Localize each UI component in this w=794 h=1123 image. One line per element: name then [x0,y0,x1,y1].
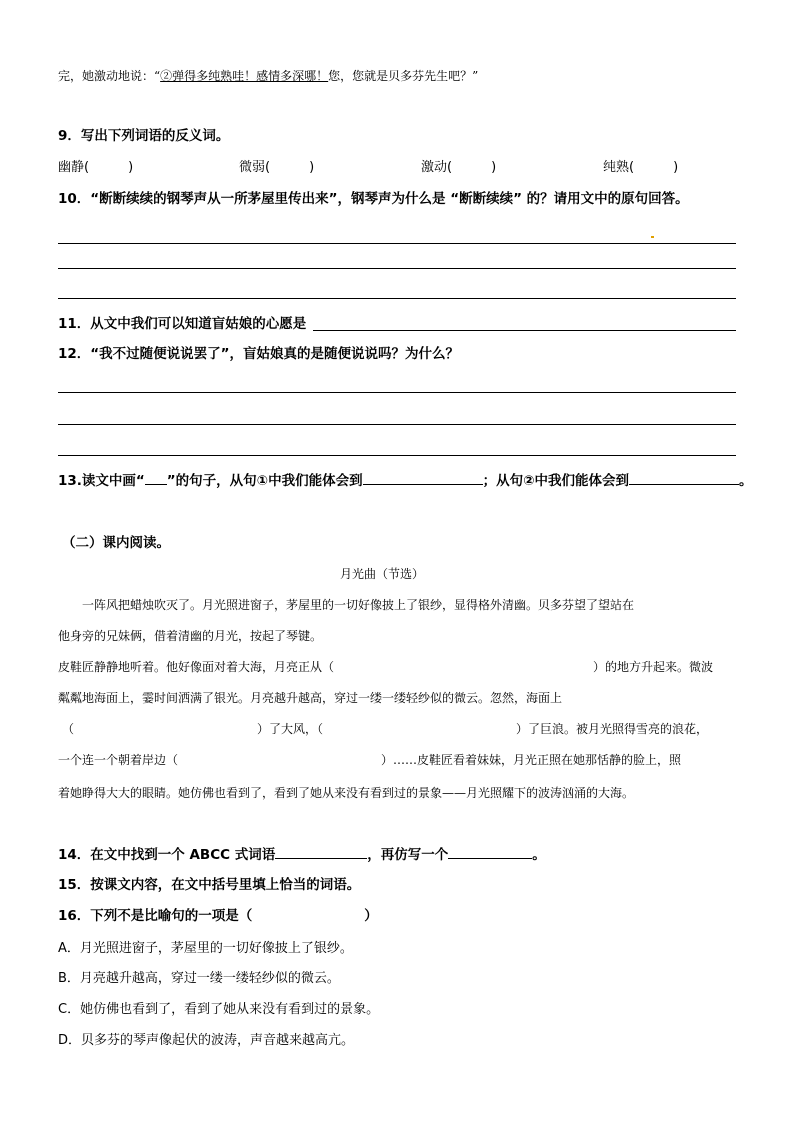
passage-line: 他身旁的兄妹俩，借着清幽的月光，按起了琴键。 [58,629,323,643]
passage-line: 着她睁得大大的眼睛。她仿佛也看到了，看到了她从来没有看到过的景象——月光照耀下的波涛汹涌的大海。 [58,786,635,800]
q14: 14．在文中找到一个 ABCC 式词语 ，再仿写一个 。 [58,847,546,863]
q15-title: 15．按课文内容，在文中括号里填上恰当的词语。 [58,877,361,893]
passage-line: 一阵风把蜡烛吹灭了。月光照进窗子，茅屋里的一切好像披上了银纱，显得格外清幽。贝多芬望了望站在 [58,598,635,612]
q16-title: 16．下列不是比喻句的一项是（ ） [58,908,378,924]
passage-line: 粼粼地海面上，霎时间洒满了银光。月亮越升越高，穿过一缕一缕轻纱似的微云。忽然，海面上 [58,691,563,705]
passage-line: 一个连一个朝着岸边（ [58,753,179,767]
q16-option-d: D．贝多芬的琴声像起伏的波涛，声音越来越高亢。 [58,1033,355,1048]
passage-line: ）的地方升起来。微波 [593,660,714,674]
passage-title: 月光曲（节选） [340,567,425,581]
q16-option-b: B．月亮越升越高，穿过一缕一缕轻纱似的微云。 [58,971,340,986]
answer-line[interactable] [58,268,736,269]
q10-title: 10．“断断续续的钢琴声从一所茅屋里传出来”，钢琴声为什么是 “断断续续” 的？请用文中的原句回答。 [58,191,689,207]
answer-line[interactable] [58,392,736,393]
underline-sample [145,472,167,485]
q14-blank-2[interactable] [448,846,532,859]
stray-mark [651,236,654,238]
section-heading: （二）课内阅读。 [62,535,170,551]
passage-continuation: 完，她激动地说：“②弹得多纯熟哇！感情多深哪！您，您就是贝多芬先生吧？” [58,69,479,83]
q9-item-3: 激动( ) [421,160,497,175]
underlined-sentence-2: ②弹得多纯熟哇！感情多深哪！ [160,69,329,83]
q9-title: 9．写出下列词语的反义词。 [58,128,230,144]
q9-item-2: 微弱( ) [239,160,315,175]
passage-line: ）了巨浪。被月光照得雪亮的浪花， [516,722,709,736]
answer-line[interactable] [58,455,736,456]
q12-title: 12．“我不过随便说说罢了”，盲姑娘真的是随便说说吗？为什么？ [58,346,460,362]
q14-blank-1[interactable] [275,846,367,859]
answer-line[interactable] [58,243,736,244]
q16-option-c: C．她仿佛也看到了，看到了她从来没有看到过的景象。 [58,1002,380,1017]
q13: 13.读文中画“ ”的句子，从句①中我们能体会到 ；从句②中我们能体会到 。 [58,473,753,489]
q13-blank-2[interactable] [629,472,739,485]
passage-line: （ [62,722,75,736]
passage-line: ）了大风，（ [257,722,324,736]
q9-item-1: 幽静( ) [58,160,134,175]
answer-line[interactable] [58,298,736,299]
q16-option-a: A．月光照进窗子，茅屋里的一切好像披上了银纱。 [58,941,353,956]
passage-line: ）……皮鞋匠看着妹妹，月光正照在她那恬静的脸上，照 [381,753,682,767]
q9-item-4: 纯熟( ) [603,160,679,175]
passage-line: 皮鞋匠静静地听着。他好像面对着大海，月亮正从（ [58,660,335,674]
q11-title: 11．从文中我们可以知道盲姑娘的心愿是 [58,316,307,332]
q13-blank-1[interactable] [363,472,483,485]
q11-answer-line[interactable] [313,330,736,331]
answer-line[interactable] [58,424,736,425]
